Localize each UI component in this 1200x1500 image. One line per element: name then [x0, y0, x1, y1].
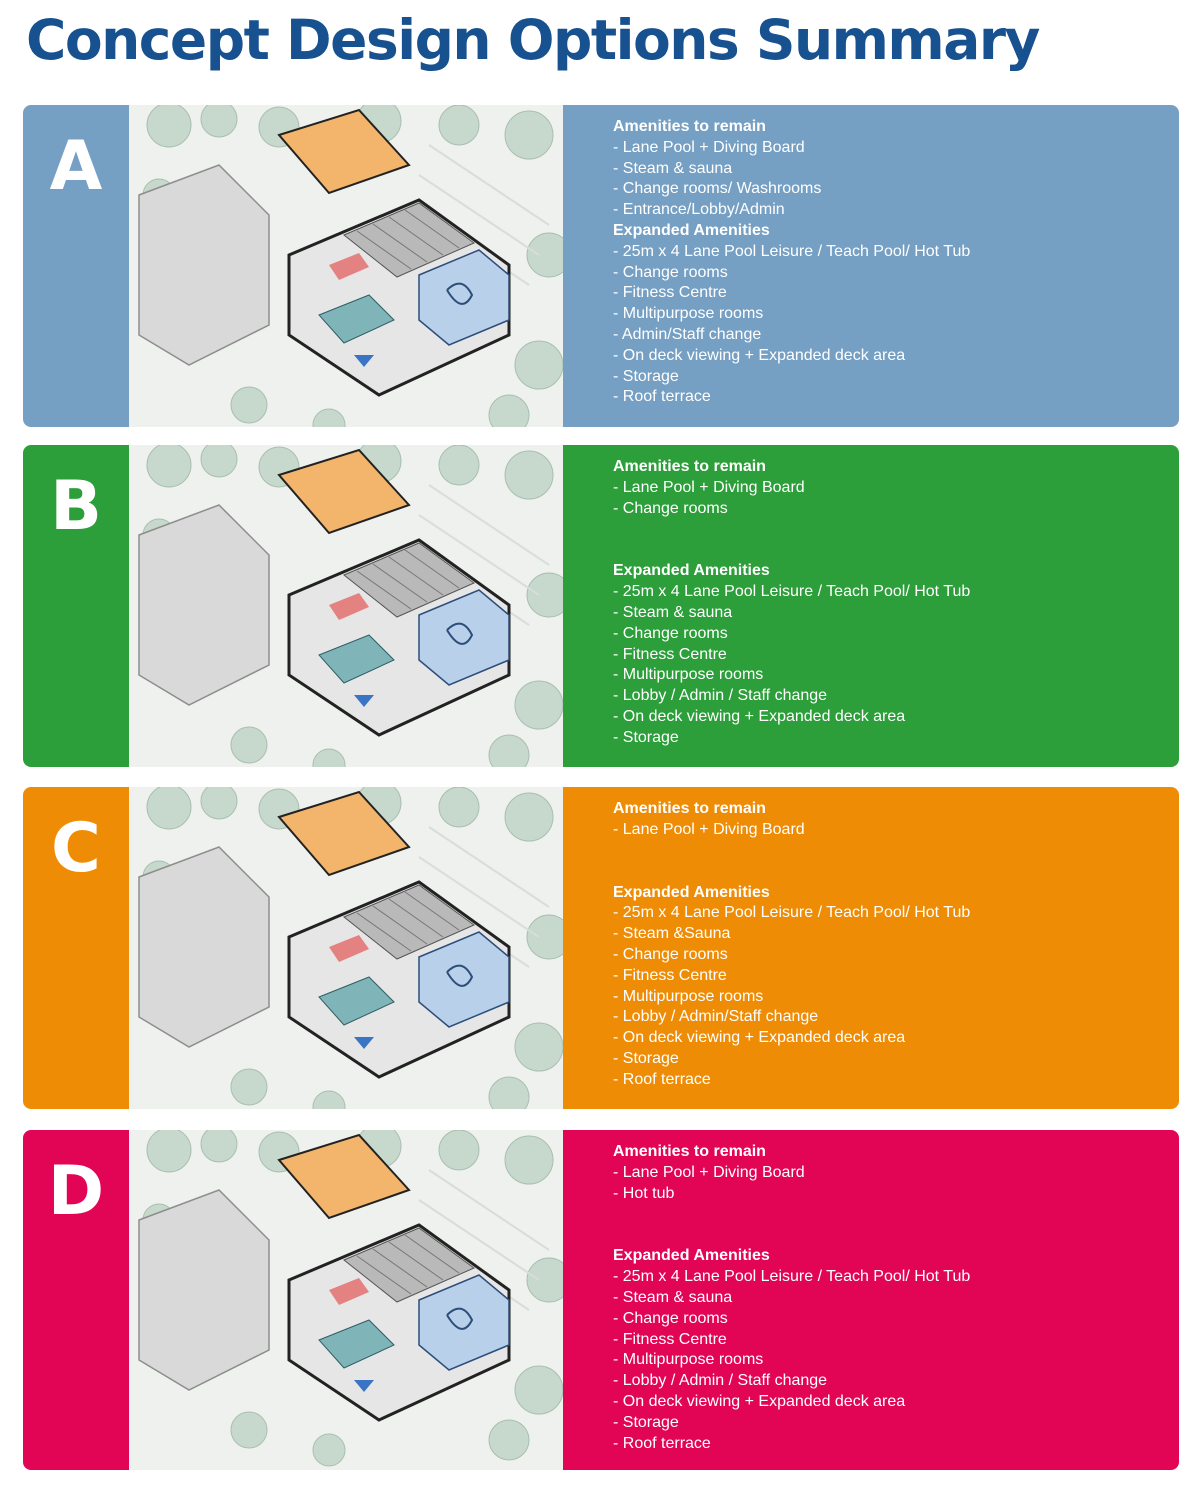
list-item: - On deck viewing + Expanded deck area — [613, 1029, 906, 1047]
expanded-heading: Expanded Amenities — [613, 562, 770, 580]
list-item: - Lane Pool + Diving Board — [613, 478, 805, 496]
remain-heading: Amenities to remain — [613, 1143, 766, 1160]
list-item: - On deck viewing + Expanded deck area — [613, 707, 906, 725]
list-item: - Roof terrace — [613, 388, 711, 406]
list-item: - Change rooms — [613, 263, 728, 281]
list-item: - Multipurpose rooms — [613, 666, 764, 684]
list-item: - Lobby / Admin/Staff change — [613, 1008, 819, 1026]
list-item: - Lane Pool + Diving Board — [613, 820, 805, 838]
list-item: - Steam & sauna — [613, 603, 733, 621]
site-plan-drawing — [129, 445, 563, 767]
list-item: - Lane Pool + Diving Board — [613, 1163, 805, 1181]
expanded-heading: Expanded Amenities — [613, 1247, 770, 1265]
option-a-panel — [23, 105, 1179, 427]
list-item: - 25m x 4 Lane Pool Leisure / Teach Pool/ Hot Tub — [613, 1268, 971, 1286]
list-item: - On deck viewing + Expanded deck area — [613, 1392, 906, 1410]
list-item: - Hot tub — [613, 1184, 675, 1202]
list-item: - Steam & sauna — [613, 1288, 733, 1306]
list-item: - Multipurpose rooms — [613, 987, 764, 1005]
list-item: - Multipurpose rooms — [613, 1351, 764, 1369]
site-plan-drawing — [129, 105, 563, 427]
list-item: - Storage — [613, 728, 679, 746]
list-item: - Fitness Centre — [613, 645, 727, 663]
amenities-list — [613, 799, 1169, 1091]
option-d-panel — [23, 1130, 1179, 1470]
list-item: - Admin/Staff change — [613, 325, 762, 343]
list-item: - Lobby / Admin / Staff change — [613, 1372, 828, 1390]
remain-heading: Amenities to remain — [613, 118, 766, 135]
list-item: - Fitness Centre — [613, 966, 727, 984]
list-item: - Change rooms — [613, 1309, 728, 1327]
option-b-panel — [23, 445, 1179, 767]
list-item: - Multipurpose rooms — [613, 305, 764, 323]
list-item: - Storage — [613, 1413, 679, 1431]
list-item: - Lane Pool + Diving Board — [613, 138, 805, 156]
option-letter: A — [49, 127, 103, 206]
list-item: - Fitness Centre — [613, 1330, 727, 1348]
list-item: - Storage — [613, 367, 679, 385]
list-item: - 25m x 4 Lane Pool Leisure / Teach Pool/ Hot Tub — [613, 242, 971, 260]
site-plan-drawing — [129, 787, 563, 1109]
amenities-list — [613, 457, 1169, 749]
list-item: - On deck viewing + Expanded deck area — [613, 346, 906, 364]
list-item: - Steam & sauna — [613, 159, 733, 177]
amenities-list — [613, 117, 1169, 408]
list-item: - Change rooms/ Washrooms — [613, 180, 822, 198]
site-plan-drawing — [129, 1130, 563, 1470]
list-item: - Change rooms — [613, 624, 728, 642]
list-item: - Steam &Sauna — [613, 925, 731, 943]
list-item: - Entrance/Lobby/Admin — [613, 201, 785, 219]
list-item: - Change rooms — [613, 499, 728, 517]
list-item: - Change rooms — [613, 945, 728, 963]
expanded-heading: Expanded Amenities — [613, 883, 770, 901]
amenities-list — [613, 1142, 1169, 1454]
list-item: - 25m x 4 Lane Pool Leisure / Teach Pool/ Hot Tub — [613, 583, 971, 601]
list-item: - Roof terrace — [613, 1070, 711, 1088]
remain-heading: Amenities to remain — [613, 458, 766, 475]
remain-heading: Amenities to remain — [613, 800, 766, 817]
expanded-heading: Expanded Amenities — [613, 221, 770, 239]
list-item: - Storage — [613, 1049, 679, 1067]
option-letter: C — [51, 809, 101, 888]
option-c-panel — [23, 787, 1179, 1109]
option-letter: D — [47, 1152, 105, 1231]
list-item: - 25m x 4 Lane Pool Leisure / Teach Pool/ Hot Tub — [613, 904, 971, 922]
list-item: - Lobby / Admin / Staff change — [613, 687, 828, 705]
list-item: - Roof terrace — [613, 1434, 711, 1452]
page-title: Concept Design Options Summary — [26, 8, 1039, 72]
list-item: - Fitness Centre — [613, 284, 727, 302]
option-letter: B — [50, 467, 102, 546]
